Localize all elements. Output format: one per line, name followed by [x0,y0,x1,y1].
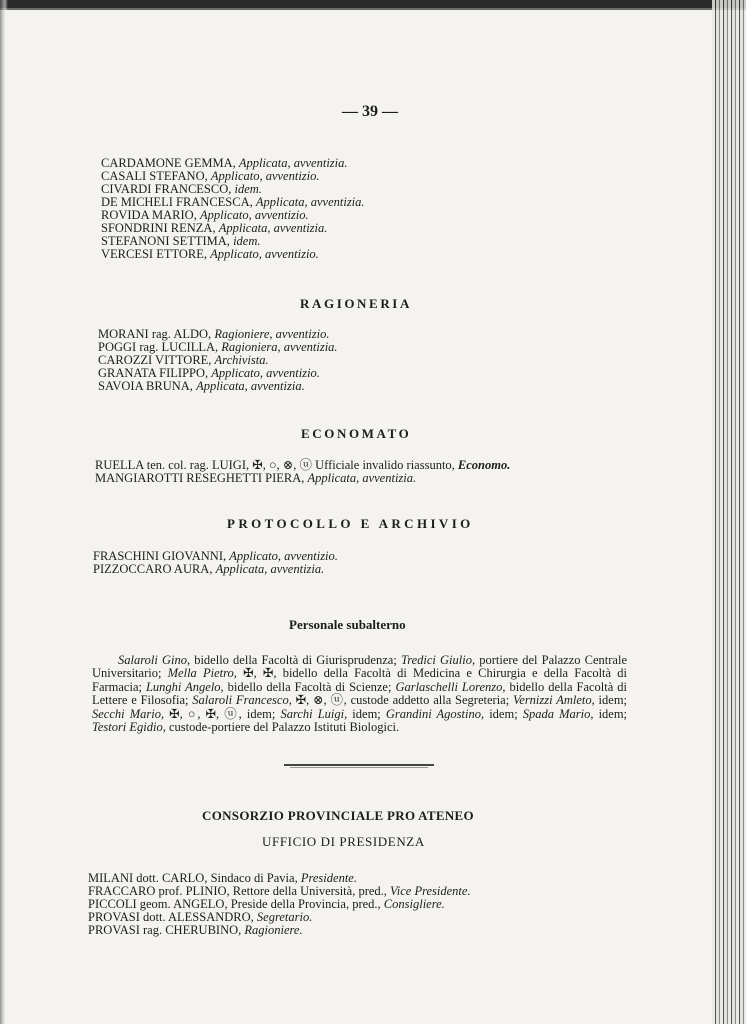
consorzio-heading: CONSORZIO PROVINCIALE PRO ATENEO [202,808,474,823]
staff-line: DE MICHELI FRANCESCA, Applicata, avventizia. [101,195,365,209]
subalterno-heading: Personale subalterno [289,617,406,632]
consorzio-list [88,872,471,937]
staff-line: PIZZOCCARO AURA, Applicata, avventizia. [93,562,325,576]
staff-line: SFONDRINI RENZA, Applicata, avventizia. [101,221,328,235]
section-divider [284,764,434,766]
staff-line: GRANATA FILIPPO, Applicato, avventizio. [98,366,320,380]
scan-left-edge [0,0,8,1024]
subalterno-paragraph [92,654,627,734]
scan-binding-edge [712,0,746,1024]
staff-name: Secchi Mario, [92,706,165,721]
staff-duty: portiere del Palazzo Centrale Universitario; [92,653,627,681]
staff-duty: ✠, ○, ✠, ⓤ, idem; [164,706,281,721]
staff-duty: idem; [593,706,628,721]
staff-line: ROVIDA MARIO, Applicato, avventizio. [101,208,309,222]
staff-line: FRACCARO prof. PLINIO, Rettore della Università, pred., Vice Presidente. [88,884,471,898]
staff-line: RUELLA ten. col. rag. LUIGI, ✠, ○, ⊗, ⓤ Ufficiale invalido riassunto, Economo. [95,458,511,472]
staff-name: Mella Pietro, [167,666,237,681]
staff-duty: ✠, ✠, bidello della Facoltà di Medicina e Chirurgia e della Facoltà di Farmacia; [92,666,628,694]
staff-duty: idem; [347,706,386,721]
scan-top-edge-line [0,8,746,10]
staff-line: MANGIAROTTI RESEGHETTI PIERA, Applicata, avventizia. [95,471,417,485]
staff-name: Lunghi Angelo, [145,679,224,694]
staff-line: PROVASI dott. ALESSANDRO, Segretario. [88,910,313,924]
section-divider-thin [290,767,428,768]
staff-line: PROVASI rag. CHERUBINO, Ragioniere. [88,923,303,937]
staff-line: VERCESI ETTORE, Applicato, avventizio. [101,247,319,261]
staff-name: Vernizzi Amleto, [513,693,595,708]
staff-line: MILANI dott. CARLO, Sindaco di Pavia, Presidente. [88,871,357,885]
staff-name: Garlaschelli Lorenzo, [395,679,506,694]
staff-name: Salaroli Francesco, [192,693,292,708]
protocollo-list [93,550,338,576]
presidenza-subheading: UFFICIO DI PRESIDENZA [262,834,425,849]
ragioneria-list [98,328,338,393]
staff-line: CARDAMONE GEMMA, Applicata, avventizia. [101,156,348,170]
staff-name: Tredici Giulio, [400,653,476,667]
page-number: — 39 — [342,103,398,120]
staff-duty: idem; [484,706,523,721]
staff-duty: bidello della Facoltà di Giurisprudenza; [190,653,401,667]
staff-name: Sarchi Luigi, [280,706,348,721]
economato-heading: ECONOMATO [301,426,412,441]
top-staff-list [101,157,365,261]
staff-name: Spada Mario, [522,706,594,721]
staff-duty: custode-portiere del Palazzo Istituti Biologici. [165,720,400,735]
staff-line: CASALI STEFANO, Applicato, avventizio. [101,169,320,183]
ragioneria-heading: RAGIONERIA [300,296,412,311]
staff-duty: bidello della Facoltà di Lettere e Filosofia; [92,679,628,708]
scan-top-edge [0,0,746,8]
staff-line: PICCOLI geom. ANGELO, Preside della Provincia, pred., Consigliere. [88,897,445,911]
staff-name: Salaroli Gino, [118,653,191,667]
staff-duty: ✠, ⊗, ⓤ, custode addetto alla Segreteria; [291,693,514,708]
staff-name: Grandini Agostino, [385,706,485,721]
staff-line: CIVARDI FRANCESCO, idem. [101,182,262,196]
staff-line: STEFANONI SETTIMA, idem. [101,234,261,248]
economato-list [95,459,510,485]
staff-line: FRASCHINI GIOVANNI, Applicato, avventizio. [93,549,338,563]
staff-line: SAVOIA BRUNA, Applicata, avventizia. [98,379,305,393]
staff-line: CAROZZI VITTORE, Archivista. [98,353,269,367]
staff-line: POGGI rag. LUCILLA, Ragioniera, avventizia. [98,340,338,354]
staff-duty: bidello della Facoltà di Scienze; [223,679,396,694]
staff-duty: idem; [594,693,628,708]
staff-line: MORANI rag. ALDO, Ragioniere, avventizio. [98,327,330,341]
staff-name: Testori Egidio, [92,720,166,735]
protocollo-heading: PROTOCOLLO E ARCHIVIO [227,516,474,531]
